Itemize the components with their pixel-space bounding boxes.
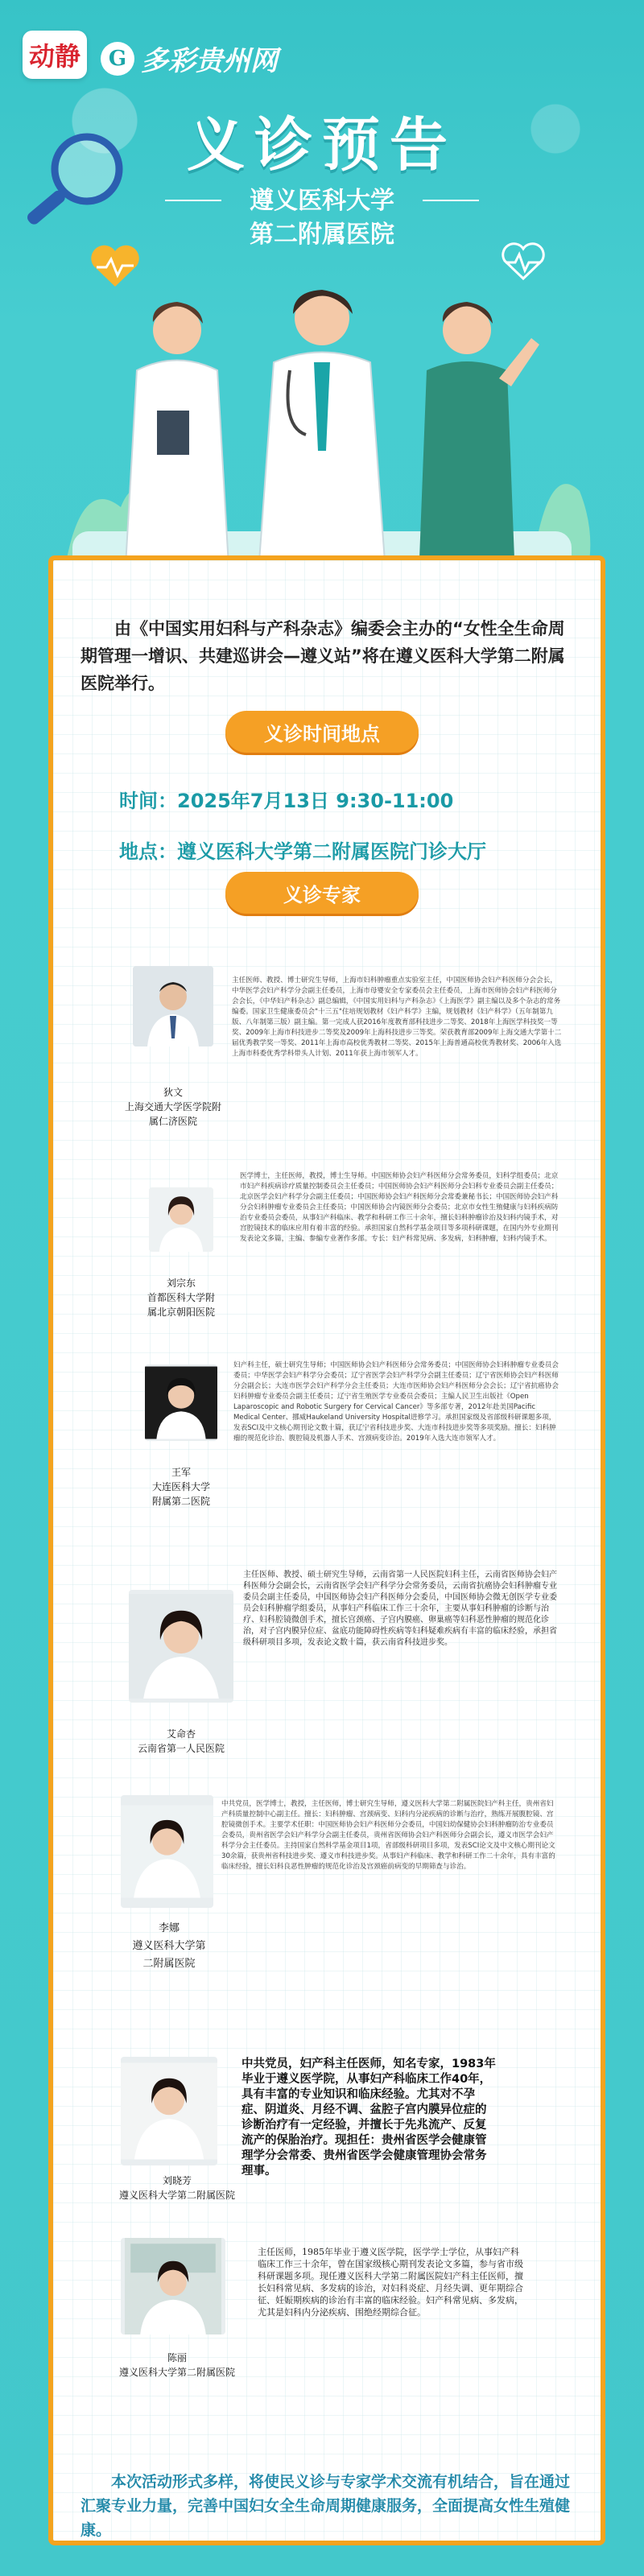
section-label-schedule: 义诊时间地点 [225,711,419,753]
expert-name: 艾命杏 云南省第一人民医院 [137,1728,225,1754]
expert-name: 陈丽 遵义医科大学第二附属医院 [118,2352,235,2378]
closing-paragraph: 本次活动形式多样，将使民义诊与专家学术交流有机结合，旨在通过汇聚专业力量，完善中国妇女全生命周期健康服务，全面提高女性生殖健康。 [80,2473,571,2539]
expert-photo [133,966,213,1046]
expert-name: 刘晓芳 遵义医科大学第二附属医院 [118,2175,235,2201]
page-title: 义诊预告 [186,111,457,179]
app-logo[interactable]: 动静 [23,31,87,79]
intro-paragraph: 由《中国实用妇科与产科杂志》编委会主办的“女性全生命周期管理一增识、共建巡讲会—遵义站”将在遵义医科大学第二附属医院举行。 [80,619,565,693]
expert-name: 李娜 遵义医科大学第 二附属医院 [132,1922,206,1970]
expert-bio: 中共党员，妇产科主任医师，知名专家，1983年毕业于遵义医学院，从事妇产科临床工作40年，具有丰富的专业知识和临床经验。尤其对不孕症、阴道炎、月经不调、盆腔子宫内膜异位症的诊断治疗有一定经验，并擅长于先兆流产、反复流产的保胎治疗。现担任：贵州省医学会健康管理学分会常委、贵州省医学会健康管理协会常务理事。 [242,2058,496,2178]
expert-photo [121,2238,225,2334]
expert-name: 王军 大连医科大学 附属第二医院 [151,1467,210,1507]
expert-name: 刘宗东 首都医科大学附 属北京朝阳医院 [147,1278,215,1318]
doctors-illustration [48,266,596,588]
subtitle-line-1: 遵义医科大学 [250,187,394,215]
expert-bio: 主任医师、教授、硕士研究生导师，云南省第一人民医院妇科主任，云南省医师协会妇产科医师分会副会长，云南省医学会妇产科学分会常务委员，云南省抗癌协会妇科肿瘤专业委员会副主任委员，中国医师协会妇产科医师分会委员，中国医师协会微无创医学专业委员会妇科肿瘤学组委员，从事妇产科临床工作三十余年，主要从事妇科肿瘤的诊断与治疗、妇科腔镜微创手术，擅长宫颈癌、子宫内膜癌、卵巢癌等妇科恶性肿瘤的规范化诊治，对子宫内膜异位症、盆底功能障碍性疾病等妇科疑难疾病有丰富的临床经验，承担省级科研项目多项，发表论文数十篇，获云南省科技进步奖。 [243,1571,557,1647]
expert-photo [145,1364,217,1441]
expert-bio: 主任医师，1985年毕业于遵义医学院，医学学士学位，从事妇产科临床工作三十余年，曾在国家级核心期刊发表论文多篇，参与省市级科研课题多项。现任遵义医科大学第二附属医院妇产科主任医师，擅长妇科常见病、多发病的诊治，对妇科炎症、月经失调、更年期综合征、妊娠期疾病的诊治有丰富的临床经验。妇产科常见病、多发病，尤其是妇科内分泌疾病、围绝经期综合征。 [258,2247,523,2318]
expert-bio: 医学博士，主任医师，教授，博士生导师。中国医师协会妇产科医师分会常务委员，妇科学组委员；北京市妇产科疾病诊疗质量控制委员会主任委员；中国医师协会妇产科医师分会妇科专业委员会副主任委员；北京医学会妇产科学分会副主任委员；中国医师协会妇产科医师分会常委兼秘书长；中国医师协会妇产科分会妇科肿瘤专业委员会主任委员；中国医师协会内镜医师分会委员；北京市女性生殖健康与妇科疾病防治专业委员会委员，从事妇产科临床、教学和科研工作三十余年，擅长妇科肿瘤诊治及妇科内镜手术，对宫腔镜技术的临床应用有着丰富的经验。承担国家自然科学基金项目等多项科研课题，在国内外专业期刊发表论文多篇，主编、参编专业著作多部。专长：妇产科常见病、多发病，妇科肿瘤，妇科内镜手术。 [240,1172,559,1243]
event-place: 地点：遵义医科大学第二附属医院门诊大厅 [119,840,486,863]
expert-bio: 妇产科主任，硕士研究生导师；中国医师协会妇产科医师分会常务委员；中国医师协会妇科肿瘤专业委员会委员；中华医学会妇产科学分会委员；辽宁省医学会妇产科学分会副主任委员；辽宁省医师协会妇产科医师分会副会长；大连市医学会妇产科学分会主任委员；大连市医师协会妇产科医师分会会长；辽宁省抗癌协会妇科肿瘤专业委员会副主任委员；辽宁省生殖医学专业委员会委员；主编人民卫生出版社《Open Laparoscopic and Robotic Surgery for Cervical Cancer》等多部专著，2012年赴美国Pacific Medical Center、挪威Haukeland University Hospital进修学习。承担国家级及省部级科研课题多项，发表SCI及中文核心期刊论文数十篇，获辽宁省科技进步奖、大连市科技进步奖等多项奖励。擅长：妇科肿瘤的规范化诊治、腹腔镜及机器人手术、宫颈病变诊治。2019年入选大连市领军人才。 [233,1361,559,1443]
expert-name: 狄文 上海交通大学医学院附 属仁济医院 [124,1087,221,1127]
expert-bio: 中共党员，医学博士，教授，主任医师，博士研究生导师，遵义医科大学第二附属医院妇产科主任，贵州省妇产科质量控制中心副主任。擅长：妇科肿瘤、宫颈病变、妇科内分泌疾病的诊断与治疗，熟练开展腹腔镜、宫腔镜微创手术。主要学术任职：中国医师协会妇产科医师分会委员，中国妇幼保健协会妇科肿瘤防治专业委员会委员，贵州省医学会妇产科学分会副主任委员，贵州省医师协会妇产科医师分会副会长，遵义市医学会妇产科学分会主任委员。主持国家自然科学基金项目1项，省部级科研项目多项，发表SCI论文及中文核心期刊论文30余篇，获贵州省科技进步奖、遵义市科技进步奖。从事妇产科临床、教学和科研工作二十余年，具有丰富的临床经验，擅长妇科良恶性肿瘤的规范化诊治及宫颈癌前病变的早期筛查与诊治。 [221,1800,555,1871]
expert-photo [129,1590,233,1703]
expert-photo [121,2057,217,2165]
section-label-experts: 义诊专家 [225,872,419,914]
subtitle-line-2: 第二附属医院 [250,221,394,249]
partner-mark-icon: G [101,42,134,76]
partner-logo[interactable] [101,39,278,78]
expert-photo [149,1187,213,1252]
partner-name: 多彩贵州网 [141,45,278,77]
expert-bio: 主任医师、教授、博士研究生导师，上海市妇科肿瘤重点实验室主任，中国医师协会妇产科医师分会会长，中华医学会妇产科学分会副主任委员，上海市母婴安全专家委员会主任委员，上海市医师协会妇产科医师分会会长，《中华妇产科杂志》副总编辑，《中国实用妇科与产科杂志》《上海医学》副主编以及多个杂志的常务编委。国家卫生健康委员会"十三五"住培规划教材《妇产科学》主编，规划教材《妇产科学》（五年制第九版、八年制第三版）副主编。第一完成人获2016年度教育部科技进步二等奖、2018年上海医学科技奖一等奖、2009年上海市科技进步二等奖及2009年上海科技进步三等奖。荣获教育部2009年上海交通大学第十二届优秀教学奖一等奖、2011年上海市高校优秀教材二等奖、2015年上海普通高校优秀教材奖、2006年入选上海市科委优秀学科带头人计划、2011年获上海市领军人才。 [232,976,562,1058]
expert-photo [121,1795,213,1908]
event-time: 时间：2025年7月13日 9:30-11:00 [119,790,454,812]
